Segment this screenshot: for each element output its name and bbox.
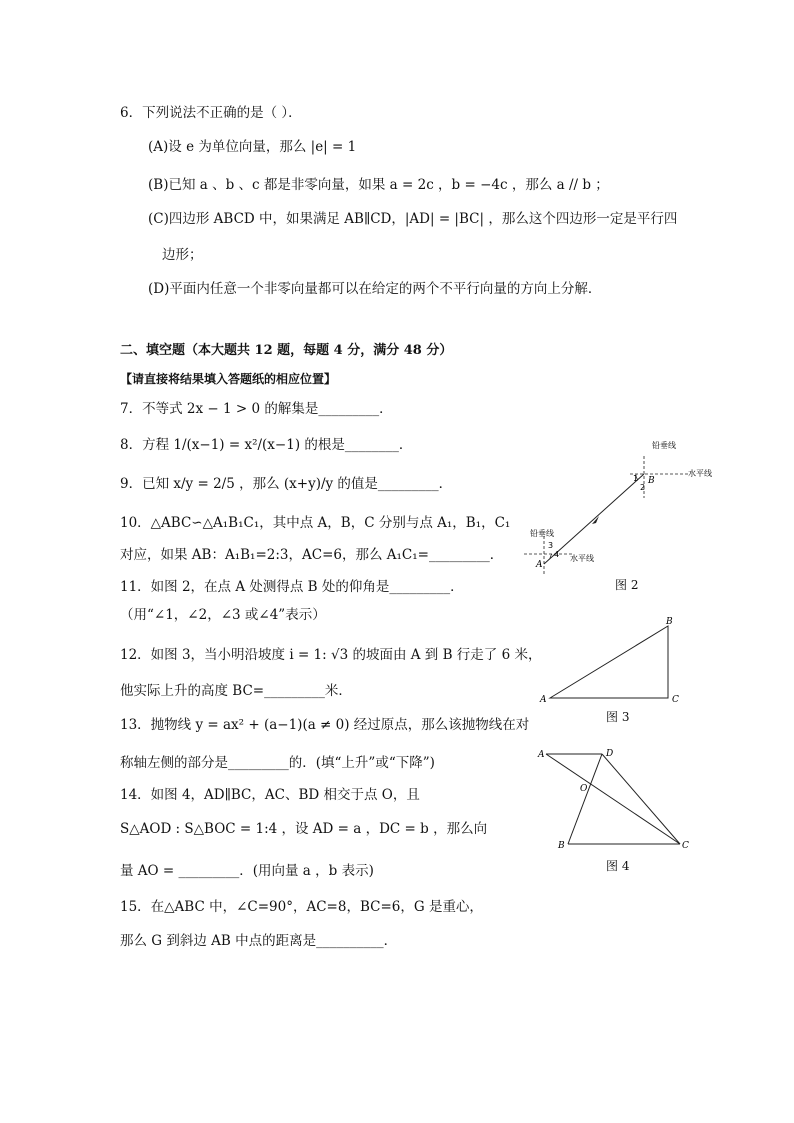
q14-line2: S△AOD : S△BOC = 1:4 ，设 AD = a ，DC = b ，那么向 bbox=[120, 821, 488, 837]
q10-line1: 10．△ABC∽△A₁B₁C₁，其中点 A，B，C 分别与点 A₁，B₁，C₁ bbox=[120, 515, 511, 531]
fig2-point-b: B bbox=[648, 476, 655, 486]
fig3-point-b: B bbox=[666, 617, 673, 627]
q12-line1: 12．如图 3，当小明沿坡度 i = 1: √3 的坡面由 A 到 B 行走了 6 米， bbox=[120, 647, 542, 663]
fig2-point-a: A bbox=[536, 560, 543, 570]
q6-option-d: (D)平面内任意一个非零向量都可以在给定的两个不平行向量的方向上分解． bbox=[148, 281, 602, 297]
q6-option-c-line1: (C)四边形 ABCD 中，如果满足 AB∥CD，|AD| = |BC| ，那么这个四边形一定是平行四 bbox=[148, 211, 678, 227]
q6-stem: 6．下列说法不正确的是（ ）． bbox=[120, 105, 302, 121]
fig4-point-c: C bbox=[682, 841, 689, 851]
q13-line2: 称轴左侧的部分是_________的．(填“上升”或“下降”) bbox=[120, 755, 435, 771]
fig2-plumb-bottom-label: 铅垂线 bbox=[530, 529, 554, 538]
q11-line1: 11．如图 2，在点 A 处测得点 B 处的仰角是_________． bbox=[120, 579, 464, 595]
fig2-horiz-bottom-label: 水平线 bbox=[570, 554, 594, 563]
q7: 7．不等式 2x − 1 > 0 的解集是_________． bbox=[120, 401, 393, 417]
q14-line1: 14．如图 4，AD∥BC，AC、BD 相交于点 O，且 bbox=[120, 787, 420, 803]
q15-line1: 15．在△ABC 中，∠C=90°，AC=8，BC=6，G 是重心， bbox=[120, 899, 483, 915]
fig2-angle-4: 4 bbox=[554, 550, 560, 559]
section-instruction: 【请直接将结果填入答题纸的相应位置】 bbox=[120, 372, 337, 386]
fig2-angle-1: 1 bbox=[633, 474, 639, 483]
fig4-caption: 图 4 bbox=[606, 859, 630, 873]
fig4-point-b: B bbox=[558, 841, 565, 851]
figure-2 bbox=[520, 436, 730, 576]
q15-line2: 那么 G 到斜边 AB 中点的距离是__________． bbox=[120, 933, 398, 949]
q6-option-c-line2: 边形； bbox=[162, 247, 203, 263]
fig3-caption: 图 3 bbox=[606, 710, 630, 724]
fig2-caption: 图 2 bbox=[615, 578, 639, 592]
q6-option-a: (A)设 e 为单位向量，那么 |e| = 1 bbox=[148, 139, 357, 155]
fig2-plumb-top-label: 铅垂线 bbox=[652, 441, 676, 450]
q6-option-b: (B)已知 a 、b 、c 都是非零向量，如果 a = 2c ，b = −4c ，那么 a // b ； bbox=[148, 177, 609, 193]
fig2-horiz-top-label: 水平线 bbox=[688, 469, 712, 478]
q10-line2: 对应，如果 AB：A₁B₁=2:3，AC=6，那么 A₁C₁=_________． bbox=[120, 547, 504, 563]
q12-line2: 他实际上升的高度 BC=_________米． bbox=[120, 683, 352, 699]
q11-line2: （用“∠1，∠2，∠3 或∠4”表示） bbox=[120, 607, 326, 623]
q13-line1: 13．抛物线 y = ax² + (a−1)(a ≠ 0) 经过原点，那么该抛物线在对 bbox=[120, 717, 530, 733]
figure-3 bbox=[536, 614, 696, 706]
fig4-point-a: A bbox=[538, 750, 545, 760]
fig4-point-d: D bbox=[606, 749, 614, 759]
fig2-angle-2: 2 bbox=[640, 483, 646, 492]
q14-line3: 量 AO = _________．(用向量 a ，b 表示) bbox=[120, 863, 374, 879]
fig3-point-c: C bbox=[672, 695, 679, 705]
section-title: 二、填空题（本大题共 12 题，每题 4 分，满分 48 分） bbox=[120, 343, 453, 358]
fig2-angle-3: 3 bbox=[548, 541, 554, 550]
fig3-point-a: A bbox=[540, 695, 547, 705]
figure-4 bbox=[534, 744, 694, 852]
fig4-point-o: O bbox=[580, 784, 588, 794]
q9: 9．已知 x/y = 2/5 ，那么 (x+y)/y 的值是_________． bbox=[120, 476, 453, 492]
q8: 8．方程 1/(x−1) = x²/(x−1) 的根是________． bbox=[120, 437, 413, 453]
